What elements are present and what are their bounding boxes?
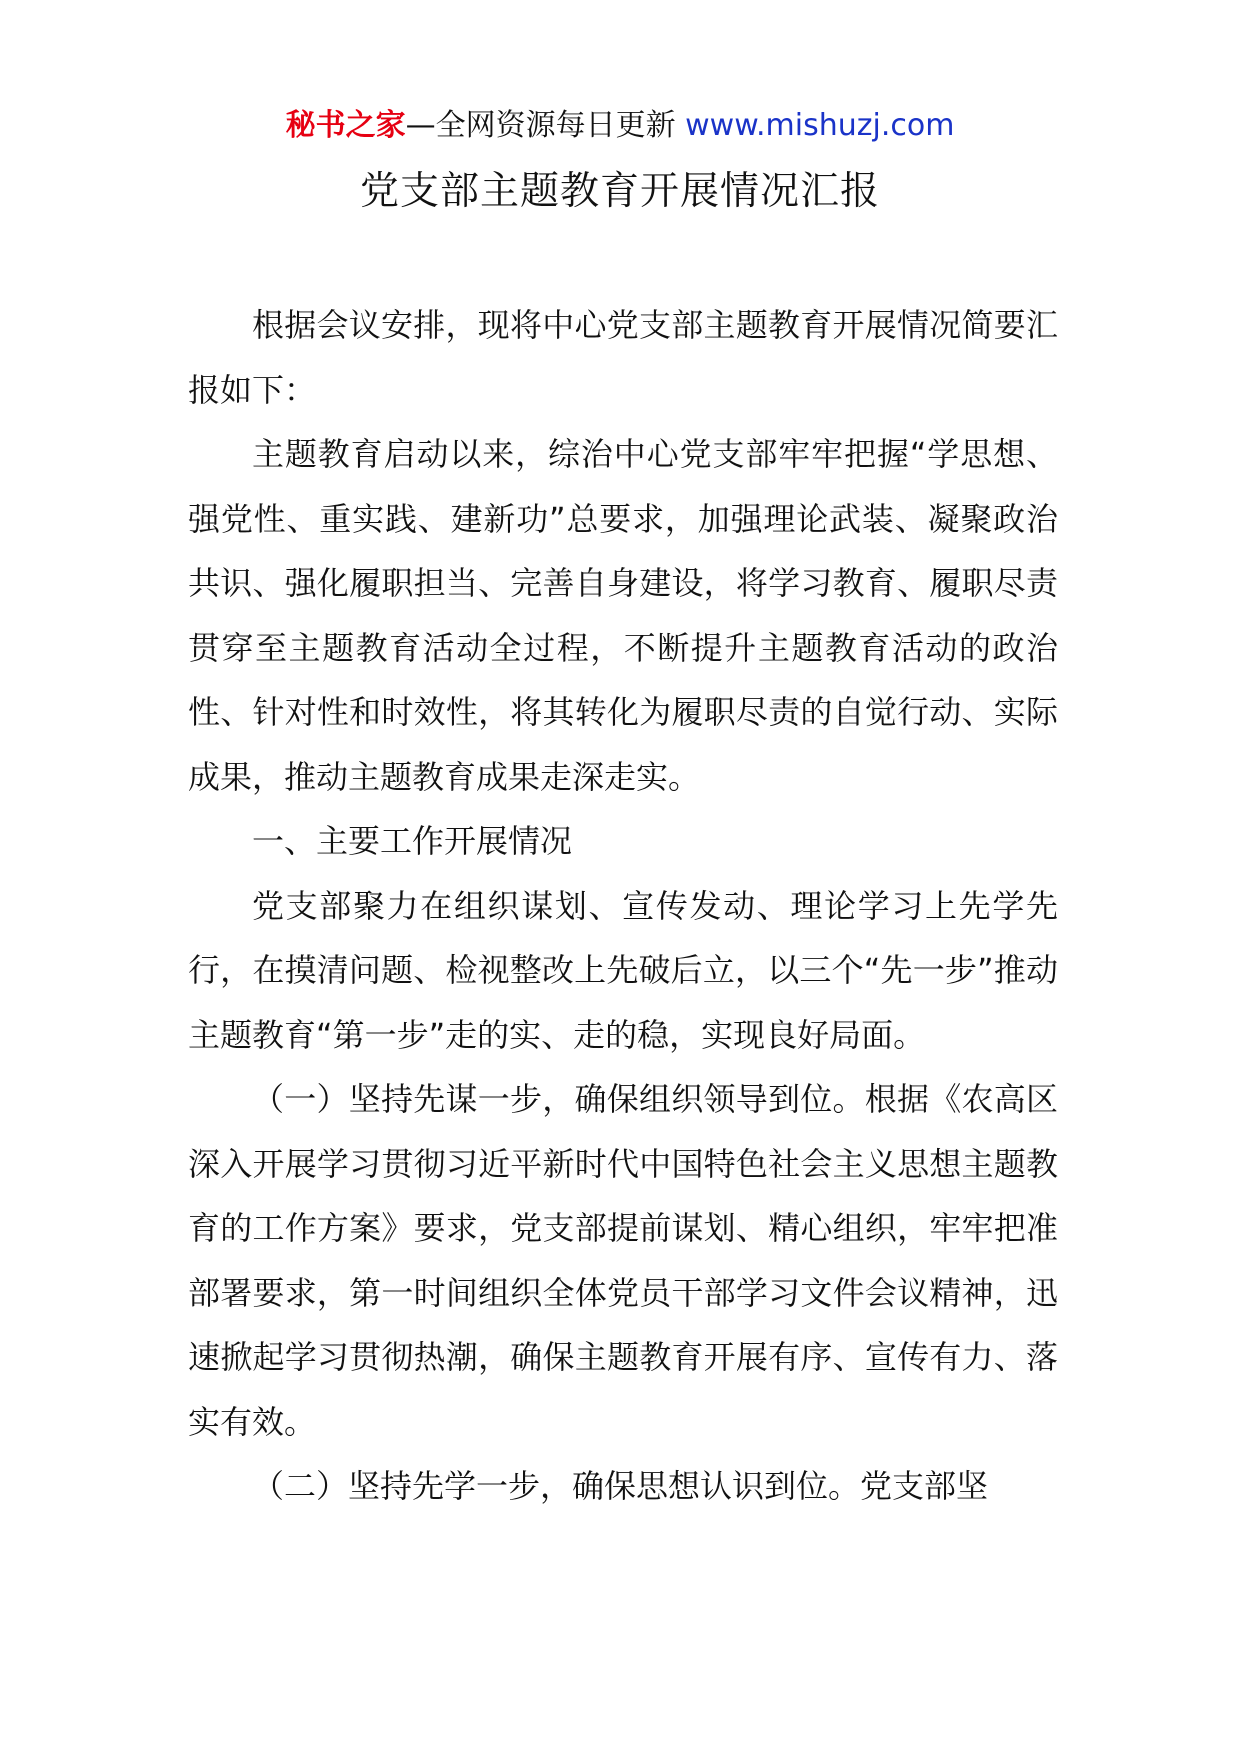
paragraph-intro: 根据会议安排，现将中心党支部主题教育开展情况简要汇报如下： — [188, 306, 1058, 409]
document-body — [188, 293, 1058, 1519]
site-header — [0, 104, 1240, 148]
paragraph-item-1: （一）坚持先谋一步，确保组织领导到位。根据《农高区深入开展学习贯彻习近平新时代中国特色社会主义思想主题教育的工作方案》要求，党支部提前谋划、精心组织，牢牢把准部署要求，第一时间组织全体党员干部学习文件会议精神，迅速掀起学习贯彻热潮，确保主题教育开展有序、宣传有力、落实有效。 — [188, 1080, 1058, 1441]
paragraph-section-1: 党支部聚力在组织谋划、宣传发动、理论学习上先学先行，在摸清问题、检视整改上先破后立，以三个“先一步”推动主题教育“第一步”走的实、走的稳，实现良好局面。 — [188, 886, 1058, 1054]
paragraph-overview: 主题教育启动以来，综治中心党支部牢牢把握“学思想、强党性、重实践、建新功”总要求，加强理论武装、凝聚政治共识、强化履职担当、完善自身建设，将学习教育、履职尽责贯穿至主题教育活动全过程，不断提升主题教育活动的政治性、针对性和时效性，将其转化为履职尽责的自觉行动、实际成果，推动主题教育成果走深走实。 — [188, 435, 1058, 796]
site-tagline: —全网资源每日更新 — [405, 108, 676, 143]
brand-name: 秘书之家 — [285, 108, 406, 143]
site-url[interactable]: www.mishuzj.com — [685, 108, 955, 143]
paragraph-item-2: （二）坚持先学一步，确保思想认识到位。党支部坚 — [252, 1467, 989, 1505]
document-title: 党支部主题教育开展情况汇报 — [359, 169, 880, 214]
section-heading-1: 一、主要工作开展情况 — [252, 822, 573, 860]
